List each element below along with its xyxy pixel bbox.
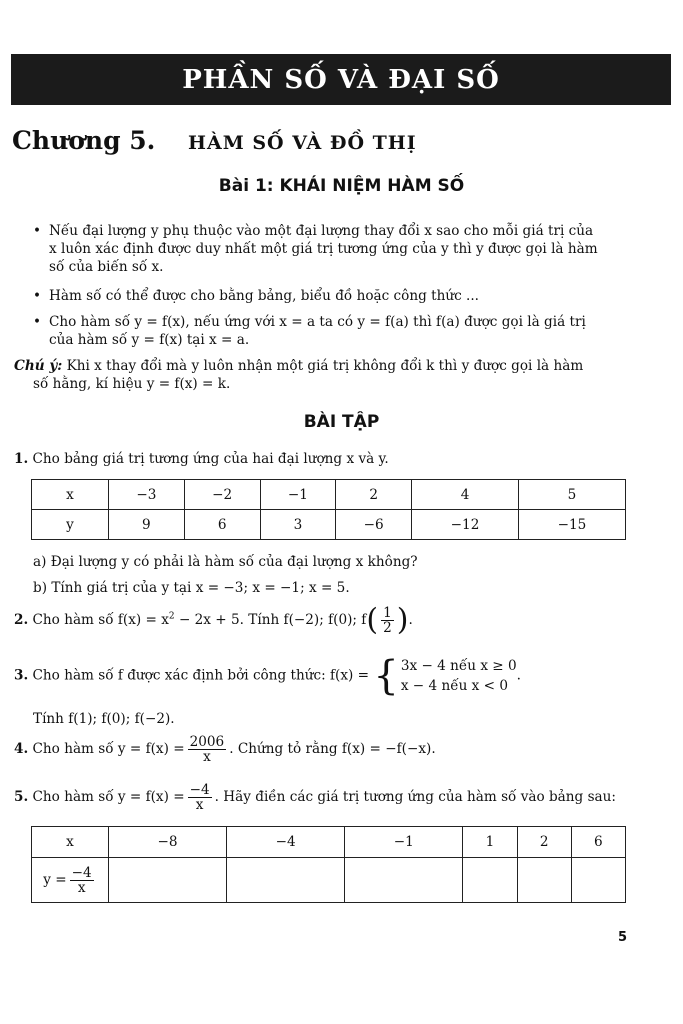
table-cell: −6 bbox=[336, 510, 412, 540]
page-number: 5 bbox=[618, 930, 628, 945]
note-label: Chú ý: bbox=[14, 358, 63, 374]
table-cell: 6 bbox=[184, 510, 260, 540]
theory-bullet-1 bbox=[49, 222, 624, 276]
empty-answer-cell[interactable] bbox=[345, 858, 463, 903]
exercise-end: . bbox=[516, 667, 521, 684]
empty-answer-cell[interactable] bbox=[109, 858, 227, 903]
table-cell: 2 bbox=[336, 480, 412, 510]
exercise-number: 1. bbox=[14, 451, 29, 467]
exercise-1 bbox=[14, 450, 389, 468]
table-cell: 5 bbox=[519, 480, 626, 510]
exercise-text-cont: . Hãy điền các giá trị tương ứng của hàm số vào bảng sau: bbox=[214, 789, 616, 805]
fraction bbox=[188, 783, 212, 812]
piecewise-cases bbox=[401, 656, 517, 696]
y-label: y = bbox=[43, 871, 67, 888]
table-header-cell: x bbox=[32, 480, 109, 510]
table-cell: −1 bbox=[260, 480, 336, 510]
exercise-text: Cho bảng giá trị tương ứng của hai đại lượng x và y. bbox=[32, 451, 389, 467]
empty-answer-cell[interactable] bbox=[463, 858, 517, 903]
chapter-title: HÀM SỐ VÀ ĐỒ THỊ bbox=[188, 132, 417, 154]
fraction-numerator: −4 bbox=[71, 864, 92, 881]
exponent: 2 bbox=[168, 611, 175, 622]
exercise-number: 2. bbox=[14, 612, 29, 628]
exercise-2: 2. Cho hàm số $f(x) = x^2 - 2x + 5$. Tính f(−2); f(0); f( $\frac{1}{2}$ ). bbox=[14, 602, 413, 638]
theory-line: của hàm số y = f(x) tại x = a. bbox=[49, 332, 250, 348]
empty-answer-cell[interactable] bbox=[571, 858, 625, 903]
theory-bullet-3 bbox=[49, 313, 624, 349]
exercise-number: 3. bbox=[14, 667, 29, 684]
theory-bullet-2: Hàm số có thể được cho bằng bảng, biểu đồ hoặc công thức ... bbox=[49, 288, 479, 304]
table-header-cell: y bbox=[32, 510, 109, 540]
exercise-5 bbox=[14, 783, 616, 812]
table-cell: 1 bbox=[463, 827, 517, 858]
theory-line: Cho hàm số y = f(x), nếu ứng với x = a ta có y = f(a) thì f(a) được gọi là giá trị bbox=[49, 314, 586, 330]
exercise-text: Cho hàm số f(x) = x bbox=[32, 612, 169, 628]
exercises-title: BÀI TẬP bbox=[303, 412, 380, 432]
exercise-text: Cho hàm số y = f(x) = bbox=[32, 741, 185, 757]
note-line-1: Khi x thay đổi mà y luôn nhận một giá trị không đổi k thì y được gọi là hàm bbox=[66, 358, 584, 374]
empty-answer-cell[interactable] bbox=[227, 858, 345, 903]
table-cell: −8 bbox=[109, 827, 227, 858]
exercise-text-cont: − 2x + 5. Tính f(−2); f(0); f bbox=[174, 612, 367, 628]
exercise-end: . bbox=[408, 612, 413, 628]
fraction bbox=[381, 606, 394, 635]
table-cell: 6 bbox=[571, 827, 625, 858]
fraction bbox=[70, 866, 94, 895]
note-line-2: số hằng, kí hiệu y = f(x) = k. bbox=[33, 376, 231, 392]
table-cell: −1 bbox=[345, 827, 463, 858]
exercise-4 bbox=[14, 735, 436, 764]
case-1: 3x − 4 nếu x ≥ 0 bbox=[400, 658, 517, 674]
table-cell: −15 bbox=[519, 510, 626, 540]
theory-note bbox=[14, 357, 629, 393]
exercise-text: Cho hàm số f được xác định bởi công thức: f(x) = bbox=[32, 667, 370, 684]
fraction-denominator: x bbox=[77, 879, 86, 896]
table-header-cell bbox=[32, 858, 109, 903]
exercise-3 bbox=[14, 653, 521, 699]
table-row bbox=[32, 480, 626, 510]
table-header-cell: x bbox=[32, 827, 109, 858]
part-title: PHẦN SỐ VÀ ĐẠI SỐ bbox=[182, 64, 500, 95]
bullet-1-marker: • bbox=[33, 223, 42, 239]
lesson-title: Bài 1: KHÁI NIỆM HÀM SỐ bbox=[218, 176, 465, 196]
fraction-denominator: 2 bbox=[383, 620, 392, 636]
case-2: x − 4 nếu x < 0 bbox=[400, 678, 509, 694]
chapter-number: Chương 5. bbox=[12, 126, 156, 155]
bullet-3-marker: • bbox=[33, 314, 42, 330]
theory-line: Nếu đại lượng y phụ thuộc vào một đại lượng thay đổi x sao cho mỗi giá trị của bbox=[49, 223, 594, 239]
fraction-numerator: 2006 bbox=[189, 734, 225, 750]
exercise-number: 5. bbox=[14, 789, 29, 805]
fraction bbox=[188, 735, 227, 764]
exercise-text: Cho hàm số y = f(x) = bbox=[32, 789, 185, 805]
table-cell: 2 bbox=[517, 827, 571, 858]
value-table-2 bbox=[31, 826, 626, 903]
exercise-text-cont: . Chứng tỏ rằng f(x) = −f(−x). bbox=[229, 741, 436, 757]
value-table-1 bbox=[31, 479, 626, 540]
fraction-numerator: −4 bbox=[189, 782, 210, 798]
part-banner bbox=[11, 54, 671, 105]
table-cell: −4 bbox=[227, 827, 345, 858]
table-cell: −12 bbox=[412, 510, 519, 540]
bullet-2-marker: • bbox=[33, 288, 42, 304]
fraction-numerator: 1 bbox=[383, 605, 392, 621]
theory-line: số của biến số x. bbox=[49, 259, 164, 275]
fraction-denominator: x bbox=[203, 749, 211, 765]
fraction-denominator: x bbox=[195, 797, 204, 813]
exercise-number: 4. bbox=[14, 741, 29, 757]
exercise-3-task: Tính f(1); f(0); f(−2). bbox=[33, 711, 175, 727]
table-cell: −2 bbox=[184, 480, 260, 510]
exercise-1b: b) Tính giá trị của y tại x = −3; x = −1; x = 5. bbox=[33, 580, 350, 596]
table-cell: 4 bbox=[412, 480, 519, 510]
theory-line: x luôn xác định được duy nhất một giá trị tương ứng của y thì y được gọi là hàm bbox=[49, 241, 598, 257]
empty-answer-cell[interactable] bbox=[517, 858, 571, 903]
table-row bbox=[32, 827, 626, 858]
brace-symbol: { bbox=[373, 653, 399, 699]
table-cell: −3 bbox=[109, 480, 185, 510]
table-cell: 3 bbox=[260, 510, 336, 540]
table-row bbox=[32, 510, 626, 540]
table-row bbox=[32, 858, 626, 903]
table-cell: 9 bbox=[109, 510, 185, 540]
exercise-1a: a) Đại lượng y có phải là hàm số của đại lượng x không? bbox=[33, 554, 418, 570]
